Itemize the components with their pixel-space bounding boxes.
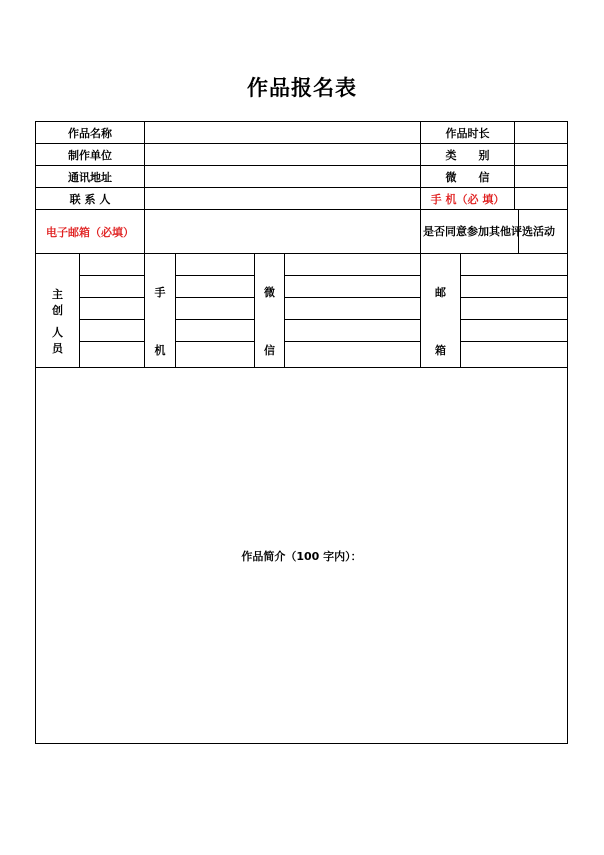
member-name-2[interactable] — [80, 276, 145, 298]
label-category: 类 别 — [421, 144, 515, 165]
label-member-wechat: 微 信 — [255, 254, 285, 368]
member-phone-4[interactable] — [176, 320, 255, 342]
label-agree-other: 是否同意参加其他评选活动 — [421, 210, 519, 253]
input-producer[interactable] — [145, 144, 421, 166]
intro-field[interactable] — [36, 368, 568, 744]
label-producer: 制作单位 — [36, 144, 145, 166]
label-wechat: 微 信 — [421, 166, 515, 187]
label-phone-required: 手 机（必 填） — [421, 188, 515, 209]
page-title: 作品报名表 — [247, 76, 357, 100]
member-phone-2[interactable] — [176, 276, 255, 298]
member-email-5[interactable] — [461, 342, 568, 368]
intro-label: 作品简介（100 字内）： — [241, 549, 362, 563]
label-members: 主 创 人 员 — [36, 254, 80, 368]
member-email-3[interactable] — [461, 298, 568, 320]
label-email-required: 电子邮箱（必填） — [36, 210, 145, 254]
member-wechat-4[interactable] — [285, 320, 421, 342]
label-member-email: 邮 箱 — [421, 254, 461, 368]
label-contact: 联 系 人 — [36, 188, 145, 210]
member-wechat-5[interactable] — [285, 342, 421, 368]
member-phone-3[interactable] — [176, 298, 255, 320]
member-email-2[interactable] — [461, 276, 568, 298]
member-name-4[interactable] — [80, 320, 145, 342]
input-wechat[interactable] — [515, 166, 568, 187]
member-phone-5[interactable] — [176, 342, 255, 368]
member-phone-1[interactable] — [176, 254, 255, 276]
input-phone[interactable] — [515, 188, 568, 209]
label-member-phone: 手 机 — [145, 254, 176, 368]
input-email[interactable] — [145, 210, 421, 254]
input-work-name[interactable] — [145, 122, 421, 144]
label-work-name: 作品名称 — [36, 122, 145, 144]
member-wechat-2[interactable] — [285, 276, 421, 298]
label-address: 通讯地址 — [36, 166, 145, 188]
member-email-4[interactable] — [461, 320, 568, 342]
input-contact[interactable] — [145, 188, 421, 210]
member-wechat-1[interactable] — [285, 254, 421, 276]
registration-form — [35, 121, 568, 744]
member-wechat-3[interactable] — [285, 298, 421, 320]
input-address[interactable] — [145, 166, 421, 188]
input-category[interactable] — [515, 144, 568, 165]
member-email-1[interactable] — [461, 254, 568, 276]
member-name-5[interactable] — [80, 342, 145, 368]
member-name-1[interactable] — [80, 254, 145, 276]
member-name-3[interactable] — [80, 298, 145, 320]
label-duration: 作品时长 — [421, 122, 515, 143]
input-duration[interactable] — [515, 122, 568, 143]
